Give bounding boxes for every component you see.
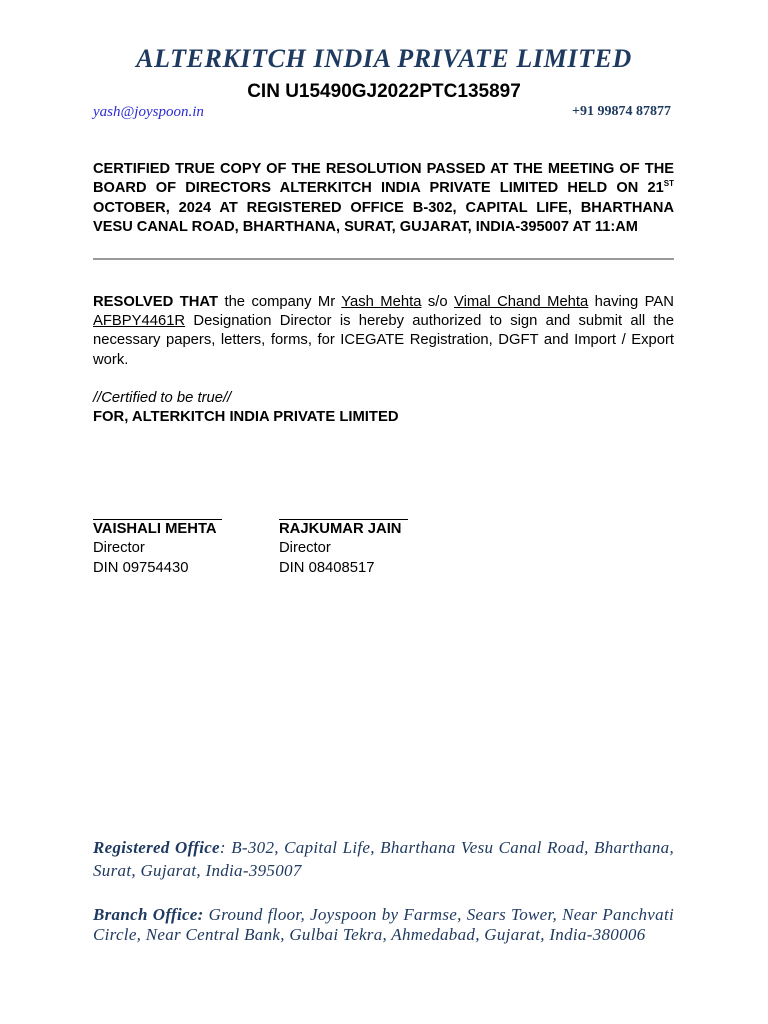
resolution-heading — [93, 160, 674, 237]
signatory-name: RAJKUMAR JAIN — [279, 521, 402, 537]
contact-email[interactable]: yash@joyspoon.in — [93, 104, 204, 120]
resolution-text-4: Designation Director is hereby authorized to sign and submit all the necessary papers, letters, forms, for ICEGATE Registration, DGFT and Import / Export work. — [93, 313, 674, 368]
resolution-text-1: the company Mr — [218, 294, 342, 310]
heading-date-superscript: ST — [663, 179, 674, 189]
resolution-text-2: s/o — [421, 294, 454, 310]
signatory-din: DIN 09754430 — [93, 559, 189, 576]
for-company-line: FOR, ALTERKITCH INDIA PRIVATE LIMITED — [93, 409, 399, 425]
company-name: ALTERKITCH INDIA PRIVATE LIMITED — [136, 44, 632, 73]
heading-divider — [93, 258, 674, 260]
heading-part-1: CERTIFIED TRUE COPY OF THE RESOLUTION PASSED AT THE MEETING OF THE BOARD OF DIRECTORS ALTERKITCH INDIA PRIVATE LIMITED HELD ON 21 — [93, 161, 674, 197]
heading-part-2: OCTOBER, 2024 AT REGISTERED OFFICE B-302, CAPITAL LIFE, BHARTHANA VESU CANAL ROAD, BHARTHANA, SURAT, GUJARAT, INDIA-395007 AT 11:AM — [93, 199, 674, 235]
resolution-text-3: having PAN — [588, 294, 674, 310]
signatory-name: VAISHALI MEHTA — [93, 521, 217, 537]
branch-office-label: Branch Office: — [93, 905, 204, 924]
father-name: Vimal Chand Mehta — [453, 294, 589, 310]
contact-phone: +91 99874 87877 — [572, 104, 671, 119]
registered-office-footer — [93, 836, 674, 882]
certified-true-text: //Certified to be true// — [93, 390, 232, 406]
branch-office-address: Ground floor, Joyspoon by Farmse, Sears Tower, Near Panchvati Circle, Near Central Bank, Gulbai Tekra, Ahmedabad, Gujarat, India-380006 — [93, 905, 674, 944]
pan-number: AFBPY4461R — [93, 313, 186, 330]
signatory-block — [93, 507, 222, 578]
resolution-lead: RESOLVED THAT — [93, 294, 219, 310]
authorized-person-name: Yash Mehta — [341, 294, 422, 310]
signatory-block — [279, 507, 408, 578]
signatory-din: DIN 08408517 — [279, 559, 375, 576]
signatory-designation: Director — [279, 540, 331, 557]
branch-office-footer — [93, 905, 674, 944]
company-cin: CIN U15490GJ2022PTC135897 — [247, 81, 521, 102]
registered-office-label: Registered Office — [93, 838, 220, 857]
resolution-body — [93, 293, 674, 370]
registered-office-address: : B-302, Capital Life, Bharthana Vesu Canal Road, Bharthana, Surat, Gujarat, India-395007 — [93, 838, 674, 880]
signatory-designation: Director — [93, 540, 145, 557]
